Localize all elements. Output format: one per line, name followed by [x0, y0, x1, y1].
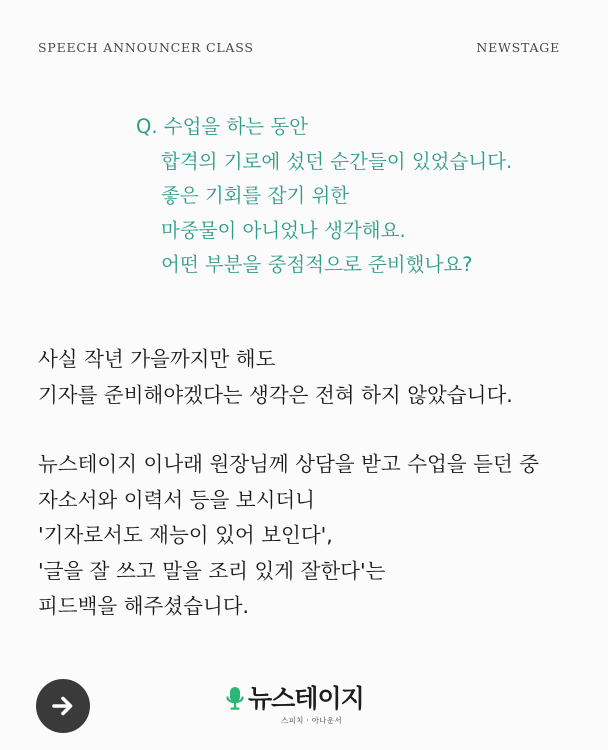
answer-line: '글을 잘 쓰고 말을 조리 있게 잘한다'는: [38, 558, 386, 583]
answer-line: '기자로서도 재능이 있어 보인다',: [38, 523, 333, 547]
answer-line: 피드백을 해주셨습니다.: [38, 594, 250, 618]
header-class-title: SPEECH ANNOUNCER CLASS: [38, 40, 254, 55]
microphone-icon: [225, 685, 245, 713]
question-line: 합격의 기로에 섰던 순간들이 있었습니다.: [161, 149, 513, 173]
brand-logo: [225, 684, 385, 738]
question-line: 마중물이 아니었나 생각해요.: [161, 218, 406, 242]
question-line: 어떤 부분을 중점적으로 준비했나요?: [161, 253, 473, 276]
question-line: 좋은 기회를 잡기 위한: [161, 184, 350, 207]
arrow-right-icon: [48, 691, 78, 721]
answer-paragraph-1: [38, 342, 586, 413]
next-button[interactable]: [36, 679, 90, 733]
answer-line: 자소서와 이력서 등을 보시더니: [38, 487, 315, 512]
answer-line: 기자를 준비해야겠다는 생각은 전혀 하지 않았습니다.: [38, 382, 513, 407]
header-brand: NEWSTAGE: [476, 40, 560, 55]
answer-line: 사실 작년 가을까지만 해도: [38, 347, 276, 371]
question-line: Q. 수업을 하는 동안: [136, 115, 309, 138]
logo-subtext: 스피치 · 아나운서: [281, 716, 342, 725]
answer-paragraph-2: [38, 447, 586, 625]
question-block: [136, 110, 576, 283]
logo-text: 뉴스테이지: [248, 684, 364, 713]
answer-line: 뉴스테이지 이나래 원장님께 상담을 받고 수업을 듣던 중: [38, 452, 540, 476]
